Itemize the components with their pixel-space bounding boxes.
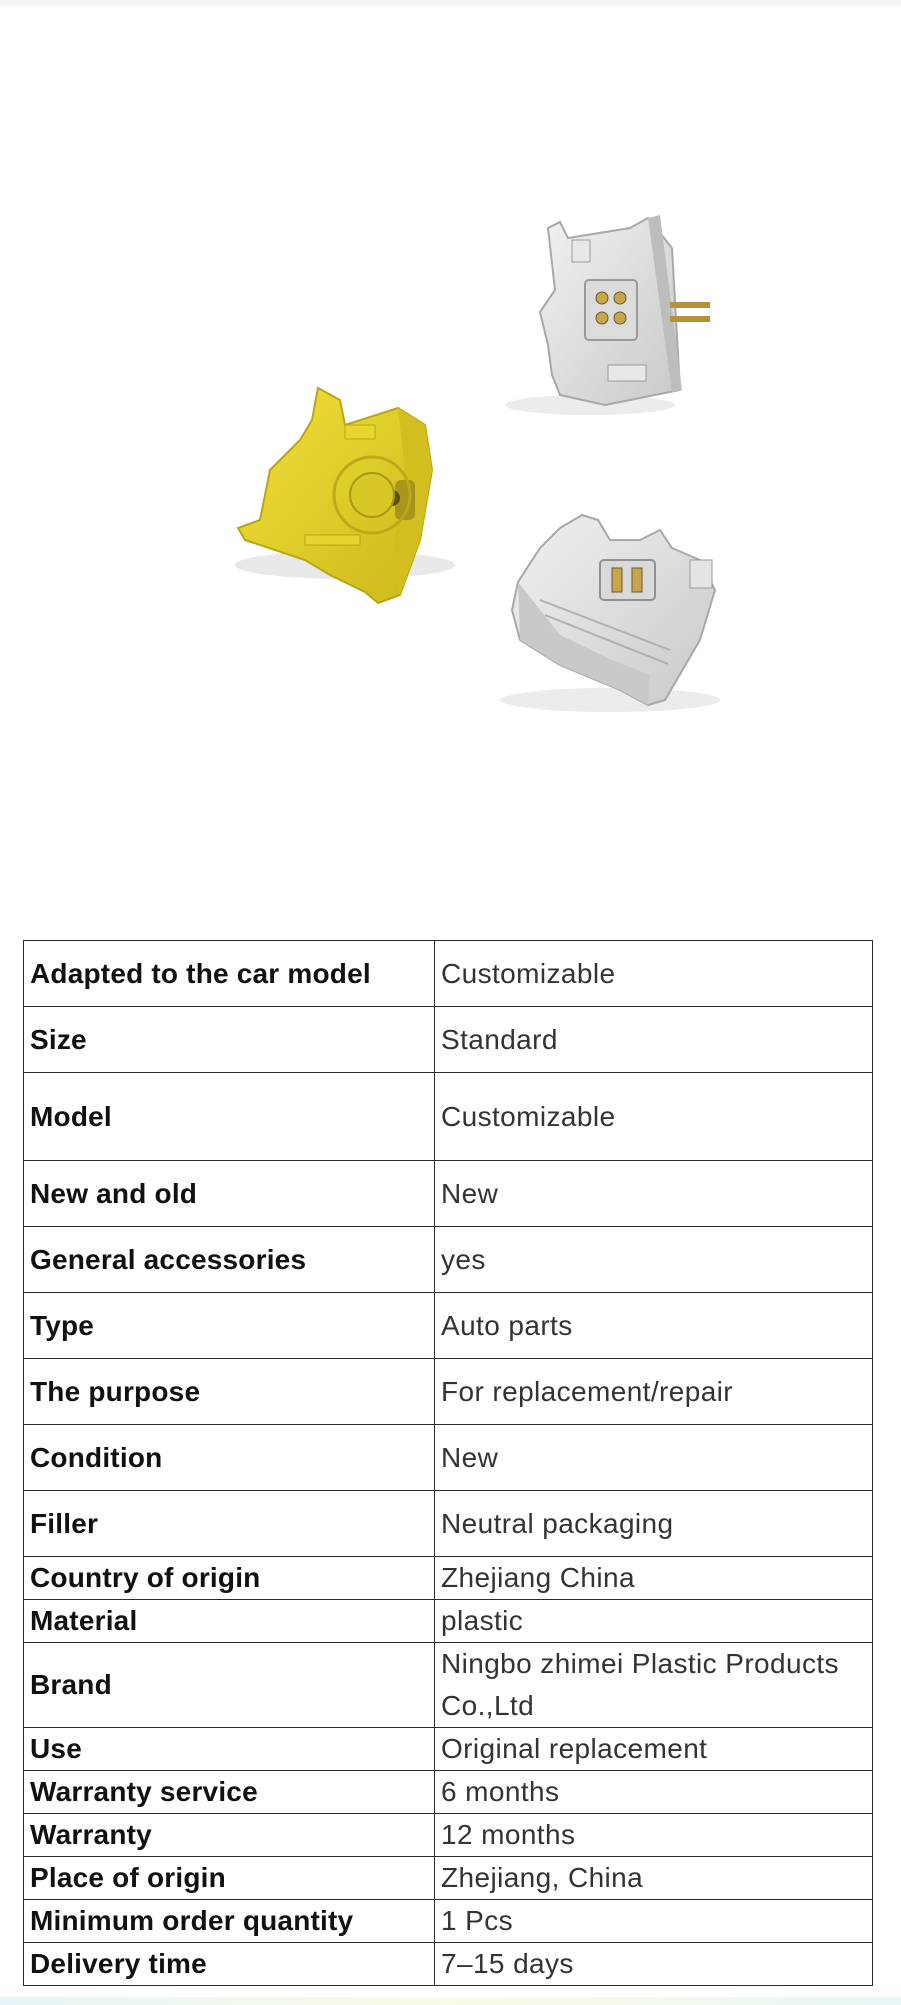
yellow-connector-part	[235, 388, 455, 603]
spec-value: Auto parts	[435, 1293, 873, 1359]
spec-label: New and old	[24, 1161, 435, 1227]
spec-label: Filler	[24, 1491, 435, 1557]
spec-value: New	[435, 1425, 873, 1491]
spec-row-use	[24, 1728, 873, 1771]
spec-row-general-accessories	[24, 1227, 873, 1293]
spec-value: Zhejiang, China	[435, 1857, 873, 1900]
spec-label: Size	[24, 1007, 435, 1073]
spec-row-delivery-time	[24, 1943, 873, 1986]
spec-label: Country of origin	[24, 1557, 435, 1600]
spec-row-purpose	[24, 1359, 873, 1425]
spec-value: 6 months	[435, 1771, 873, 1814]
spec-value: Customizable	[435, 941, 873, 1007]
spec-label: Model	[24, 1073, 435, 1161]
spec-row-car-model	[24, 941, 873, 1007]
spec-row-new-and-old	[24, 1161, 873, 1227]
spec-label: Warranty	[24, 1814, 435, 1857]
spec-label: Use	[24, 1728, 435, 1771]
spec-label: Warranty service	[24, 1771, 435, 1814]
spec-row-minimum-order-quantity	[24, 1900, 873, 1943]
spec-label: Condition	[24, 1425, 435, 1491]
spec-row-filler	[24, 1491, 873, 1557]
gray-connector-part-top	[505, 215, 710, 415]
spec-label: Type	[24, 1293, 435, 1359]
spec-value: Zhejiang China	[435, 1557, 873, 1600]
spec-label: Adapted to the car model	[24, 941, 435, 1007]
spec-row-brand	[24, 1643, 873, 1728]
spec-row-condition	[24, 1425, 873, 1491]
bottom-strip	[0, 1997, 901, 2005]
spec-value: Neutral packaging	[435, 1491, 873, 1557]
spec-label: Delivery time	[24, 1943, 435, 1986]
spec-label: The purpose	[24, 1359, 435, 1425]
spec-value: Original replacement	[435, 1728, 873, 1771]
spec-value: Standard	[435, 1007, 873, 1073]
spec-value: For replacement/repair	[435, 1359, 873, 1425]
spec-value: plastic	[435, 1600, 873, 1643]
gray-connector-part-bottom	[500, 515, 720, 712]
spec-row-type	[24, 1293, 873, 1359]
product-spec-table	[23, 940, 873, 1986]
spec-value: 12 months	[435, 1814, 873, 1857]
spec-value: Ningbo zhimei Plastic Products Co.,Ltd	[435, 1643, 873, 1728]
spec-label: Minimum order quantity	[24, 1900, 435, 1943]
spec-value: 1 Pcs	[435, 1900, 873, 1943]
spec-label: General accessories	[24, 1227, 435, 1293]
spec-row-country-of-origin	[24, 1557, 873, 1600]
product-photo	[0, 0, 901, 900]
spec-value: 7–15 days	[435, 1943, 873, 1986]
spec-label: Place of origin	[24, 1857, 435, 1900]
spec-row-model	[24, 1073, 873, 1161]
spec-value: yes	[435, 1227, 873, 1293]
spec-row-material	[24, 1600, 873, 1643]
spec-row-size	[24, 1007, 873, 1073]
spec-label: Brand	[24, 1643, 435, 1728]
spec-row-warranty	[24, 1814, 873, 1857]
spec-row-warranty-service	[24, 1771, 873, 1814]
spec-label: Material	[24, 1600, 435, 1643]
spec-value: Customizable	[435, 1073, 873, 1161]
spec-value: New	[435, 1161, 873, 1227]
spec-row-place-of-origin	[24, 1857, 873, 1900]
